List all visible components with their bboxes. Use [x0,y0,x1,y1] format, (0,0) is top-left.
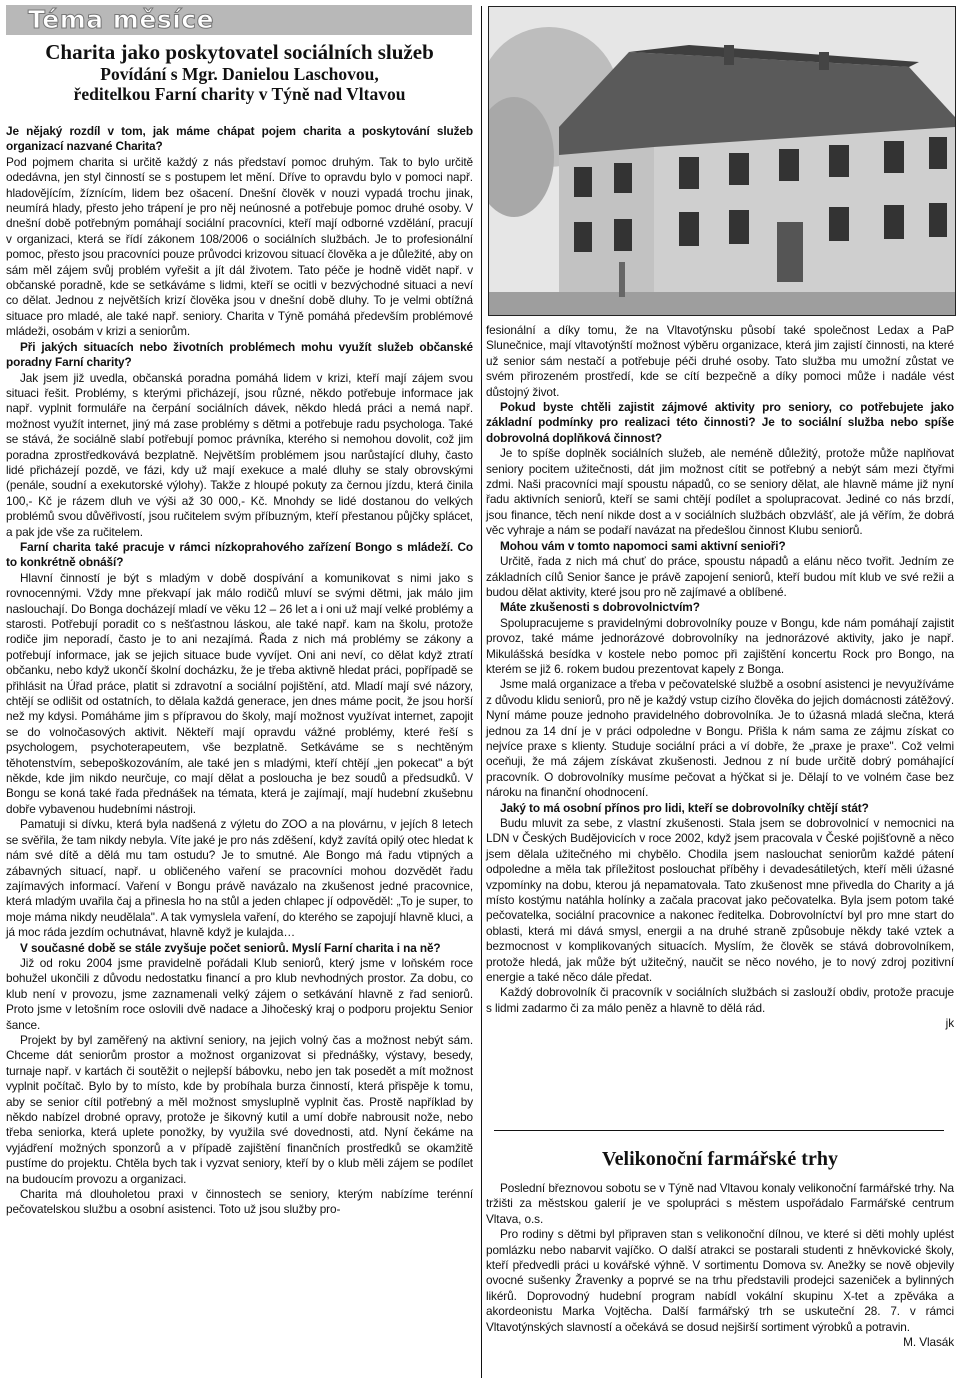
answer-paragraph: fesionální a díky tomu, že na Vltavotýnsku působí také společnost Ledax a PaP Slunečnice, mají vltavotýnští možnost výběru organizace, která jim zajistí činnosti, na které už senior sám nestačí a potřebuje péči druhé osoby. Tato služba mu umožní zůstat ve svém přirozeném prostředí, kde se cítí bezpečně a díky pomoci může i nadále vést důstojný život. [486,323,954,399]
paragraph: Poslední březnovou sobotu se v Týně nad Vltavou konaly velikonoční farmářské trhy. Na tržišti za městskou galerií je ve spolupráci s městem uspořádalo Farmářské centrum Vltava, o.s. [486,1181,954,1226]
answer-paragraph: Určitě, řada z nich má chuť do práce, spoustu nápadů a elánu něco tvořit. Jedním ze základních cílů Senior šance je právě zapojení seniorů, kteří budou mít klub ve své režii a budou dělat aktivity, které jsou pro ně zajímavé a oblíbené. [486,554,954,599]
second-article-body [486,1181,954,1350]
answer-paragraph: Hlavní činností je být s mladým v době dospívání a komunikovat s nimi jako s rovnocennými. Vždy mne překvapí jak málo rodičů mluví se svými dětmi, jak málo jim naslouchají. Do Bonga docházejí mladí ve věku 12 – 26 let a i oni už mají velké problémy a starosti. Potřebují poradit co s nešťastnou láskou, ale také např. kam na školu, protože rodiče jim neporadí, často je to ani nezajímá. Řada z nich má problémy se zákony a potřebují informace, jak se jejich situace bude vyvíjet. Oni ani neví, co dělat když ztratí občanku, nebo když ukončí školní docházku, že je třeba aktivně hledat práci, popřípadě se přihlásit na Úřad práce, platit si zdravotní a sociální pojištění, atd. Mladí mají své názory, chtějí se odlišit od ostatních, to dělala každá generace, jen dnes máme pocit, že jsou horší než my kdysi. Pomáháme jim s přípravou do školy, mají možnost využívat internet, zapojit se do volnočasových aktivit. Někteří mají opravdu vážné problémy, které řeší s psychologem, psychoterapeutem, vše bezplatně. Setkáváme se s nechtěným těhotenstvím, sebepoškozováním, ale také jen s mladými, kteří chtějí „jen pokecat" a být někde, kde jim nikdo neurčuje, co mají dělat a posloucha je bez soudů a předsudků. V Bongu se koná také řada přednášek na témata, která je zajímají, mají hudební zkušebnu dobře vybavenou hudebními nástroji. [6,570,473,816]
question: V současné době se stále zvyšuje počet seniorů. Myslí Farní charita i na ně? [20,940,441,955]
second-article-title: Velikonoční farmářské trhy [602,1148,838,1170]
answer-paragraph: Spolupracujeme s pravidelnými dobrovolníky pouze v Bongu, kde nám pomáhají zajistit provoz, také máme jednorázové dobrovolníky na jednorázové aktivity, jako je např. Mikulášská besídka v kostele nebo pomoc při zajištění koncertu Rock pro Bongo, na kterém se již 6. rokem budou prezentovat kapely z Bonga. [486,615,954,676]
building-photo [488,6,956,316]
answer-paragraph: Pod pojmem charita si určitě každý z nás představí pomoc druhým. Tak to bylo určitě odedávna, jen styl činností se s postupem let mění. Dříve to opravdu bylo v pomoci např. hladovějícím, žíznícím, lidem bez ošacení. Dnešní člověk v nouzi vypadá trochu jinak, neumírá hlady, přesto jeho trápení je pro něj neúnosné a potřebuje pomoc druhé osoby. V dnešní době potřebným pomáhají sociální pracovníci, kteří mají odborné vzdělání, pracují v organizaci, která se řídí zákonem 108/2006 o sociálních službách. Je to profesionální pomoc, přesto jsou pracovníci pouze průvodci krizovou situací člověka a je důležité, aby on sám měl zájem svůj problém vyřešit a jít dál životem. Tato péče je hodně vidět např. v občanské poradně, kde se setkáváme s lidmi, kteří se ocitli v bezvýchodné situaci a neví co dělat. Jednou z největších krizí člověka jsou v dnešní době dluhy. To je velmi obtížná situace pro mladé, ale také např. seniory. Charita v Týně pomáhá především problémové mládeži, osobám v krizi a seniorům. [6,154,473,339]
answer-paragraph: Je to spíše doplněk sociálních služeb, ale neméně důležitý, protože může naplňovat seniory pocitem užitečnosti, dát jim možnost cítit se potřebný a nebýt sám mezi čtyřmi zdmi. Naši pracovníci mají spoustu nápadů, co se seniory dělat, ale hlavně máme již nyní řadu aktivních seniorů, kteří se sami chtějí podílet a spolupracovat. Jediné co nás brzdí, jsou finance, těch není nikde dost a v sociálních službách obzvlášť, ale já věřím, že dobrá věc vyhraje a nám se podaří navázat na předešlou činnost Klubu seniorů. [486,446,954,538]
question: Pokud byste chtěli zajistit zájmové aktivity pro seniory, co potřebujete jako základní podmínky pro realizaci této činnosti? Je to sociální služba nebo spíše dobrovolná doplňková činnost? [486,400,954,445]
answer-paragraph: Jsme malá organizace a třeba v pečovatelské službě a osobní asistenci je nevyužíváme z důvodu klidu seniorů, pro ně je každý vstup cizího člověka do jejich domácnosti zátěžový. Nyní máme pouze jednoho pravidelného dobrovolníka. Je to úžasná mladá slečna, která jednou za 14 dní je v práci odpoledne v Bongu. Přišla k nám sama ze zájmu získat co nejvíce praxe s klienty. Studuje sociální práci a ví dobře, že „praxe je praxe". Což velmi oceňuji, že má zájem získávat zkušenosti. Jednou z ní bude určitě dobrý pomáhající pracovník. O dobrovolníky musíme pečovat a hýčkat si je. Dělají to ve volném čase bez nároku na finanční ohodnocení. [486,677,954,800]
author-signature: M. Vlasák [903,1335,954,1350]
answer-paragraph: Již od roku 2004 jsme pravidelně pořádali Klub seniorů, který jsme v loňském roce bohužel ukončili z důvodu nedostatku financí a pro klub nevhodných prostor. Za dobu, co klub není v provozu, jsme zaznamenali velký zájem o setkávání hlavně z řad seniorů. Proto jsme v letošním roce oslovili dvě nadace a Jihočeský kraj o podporu projektu Senior šance. [6,955,473,1032]
article-body-left [6,124,473,1218]
building-photo-illustration [489,7,955,315]
question: Farní charita také pracuje v rámci nízkoprahového zařízení Bongo s mládeží. Co to konkrétně obnáší? [6,539,473,570]
answer-paragraph: Charita má dlouholetou praxi v činnostech se seniory, kterým nabízíme terénní pečovatelskou službu a osobní asistenci. Toto už jsou služby pro- [6,1187,473,1217]
article-left-column [6,40,473,1218]
section-header [6,5,472,35]
answer-paragraph: Každý dobrovolník či pracovník v sociálních službách si zaslouží obdiv, protože pracuje s lidmi zadarmo či za málo peněz a hlavně to dělá rád. [486,985,954,1015]
question: Mohou vám v tomto napomoci sami aktivní senioři? [500,538,786,553]
article-title: Charita jako poskytovatel sociálních služeb [45,40,434,64]
answer-paragraph: Projekt by byl zaměřený na aktivní seniory, na jejich volný čas a možnost nebýt sám. Chceme dát seniorům prostor a možnost organizovat si přednášky, výstavy, besedy, turnaje např. v kartách či soutěžit o nejlepší bábovku, nebo jen tak posedět a mít možnost vyplnit počítač. Bylo by to místo, kde by probíhala burza činností, která přispěje k tomu, aby se senior cítil potřebný a měl možnost smysluplně vyplnit čas. Prostě například by někdo nabízel drobné opravy, protože je šikovný kutil a umí dobře nabrousit nože, nebo třeba seniorka, která uplete ponožky, by využila své dovednosti, atd. Nyní čekáme na vyjádření možných sponzorů a v případě zajištění finančních prostředků se okamžitě pustíme do projektu. Chtěla bych tak i vyzvat seniory, kteří by o klub měli zájem se podílet na budoucím provozu a organizaci. [6,1032,473,1186]
section-label: Téma měsíce [28,5,215,34]
second-article [486,1147,954,1350]
column-divider [481,6,482,1378]
question: Máte zkušenosti s dobrovolnictvím? [500,600,700,615]
question: Je nějaký rozdíl v tom, jak máme chápat pojem charita a poskytování služeb organizací nazvané Charita? [6,124,473,154]
answer-paragraph: Pamatuji si dívku, která byla nadšená z výletu do ZOO a na plovárnu, v jejích 8 letech se svěřila, že tam nikdy nebyla. Víte jaké je pro nás zděšení, když zavítá opilý otec hledat k nám své dítě a dělá mu tam ostudu? Je to smutné. Ale Bongo má řadu vtipných a zábavných situací, např. u obličeného vaření se pracovníci mohou dozvědět řadu zajímavých informací. Vaření v Bongu právě navázalo na zkušenost jedné pracovnice, která mladým uvařila čaj a přinesla ho na stůl a jeden chlapec jí odpověděl: „To je super, to moje máma nikdy neudělala". A tak vymyslela vaření, do kterého se zapojují hlavně kluci, a já moc ráda jezdím ochutnávat, hlavně když je kulajda… [6,817,473,940]
article-subtitle-1: Povídání s Mgr. Danielou Laschovou, [100,64,379,84]
article-separator [494,1130,944,1131]
article-right-column [486,323,954,1032]
answer-paragraph: Budu mluvit za sebe, z vlastní zkušenosti. Stala jsem se dobrovolnicí v nemocnici na LDN v Českých Budějovicích v roce 2002, když jsem pracovala v České pojišťovně a něco jsem dělala užitečného mi chybělo. Chodila jsem naslouchat seniorům každé pátení odpoledne a měla tak příležitost poslouchat příběhy i devadesátiletých, kteří měli úžasné vzpomínky na dobu, kterou já nepamatovala. Tato zkušenost mne přivedla do Charity a já místo kostýmu natáhla holínky a začala pracovat jako pečovatelka. Byla jsem potom také pečovatelka, sociální pracovnice a nakonec ředitelka. Dobrovolníctví byl pro mne start do oblasti, která mi dává smysl, energii a na druhé straně způsobuje někdy také vztek a bezmocnost v komplikovaných situacích. Myslím, že člověk se stává dobrovolníkem, protože hledá, jak může být užitečný, naučit se něco nového, je to nový zdroj pozitivní energie a také něco dále předat. [486,816,954,985]
answer-paragraph: Jak jsem již uvedla, občanská poradna pomáhá lidem v krizi, kteří mají zájem svou situaci řešit. Problémy, s kterými přicházejí, jsou různé, někdo potřebuje informace jak např. vyplnit formuláře na čerpání sociálních dávek, někdo hledá práci a nemá např. možnost využít internet, jiný má zase problémy s dětmi a potřebuje radu psychologa. Také se stává, že sociálně slabí potřebují pomoc právníka, kterého si nemohou dovolit, což jim poradna zprostředkovává bezplatně. Největším problémem jsou narůstající dluhy, často lidé přicházejí pozdě, ve fázi, kdy už mají exekuce a malé dluhy se staly obrovskými (penále, soudní a exekutorské výlohy). Takže z hloupé pokuty za černou jízdu, která činila 100,- Kč je rázem dluh ve výši až 30 000,- Kč. Mnohdy se lidé dostanou do velkých problémů svou důvěřivostí, jsou ručitelem svým příbuzným, kteří přestanou půjčky splácet, a pak jde vše za ručitelem. [6,370,473,539]
question: Jaký to má osobní přínos pro lidi, kteří se dobrovolníky chtějí stát? [500,800,869,815]
paragraph: Pro rodiny s dětmi byl připraven stan s velikonoční dílnou, ve které si děti mohly uplést pomlázku nebo nabarvit vajíčko. O další atrakci se postarali studenti z hněvkovické školy, kteří předvedli práci u kovářské výhně. V sortimentu Domova sv. Anežky se nově objevily ovocné sušenky Žravenky a poprvé se na trhu představili prodejci sazeniček a bylinných likérů. Doprovodný hudební program nabídl vokální skupinu X-tet a zpěváka a akordeonistu Marka Vojtěcha. Další farmářský trh se uskuteční 28. 7. v rámci Vltavotýnských slavností a očekává se dosud nejširší sortiment výrobků a potravin. [486,1227,954,1334]
article-body-right [486,323,954,1032]
question: Při jakých situacích nebo životních problémech mohu využít služeb občanské poradny Farní charity? [6,339,473,370]
author-signature: jk [945,1016,954,1031]
article-subtitle-2: ředitelkou Farní charity v Týně nad Vltavou [73,84,406,104]
